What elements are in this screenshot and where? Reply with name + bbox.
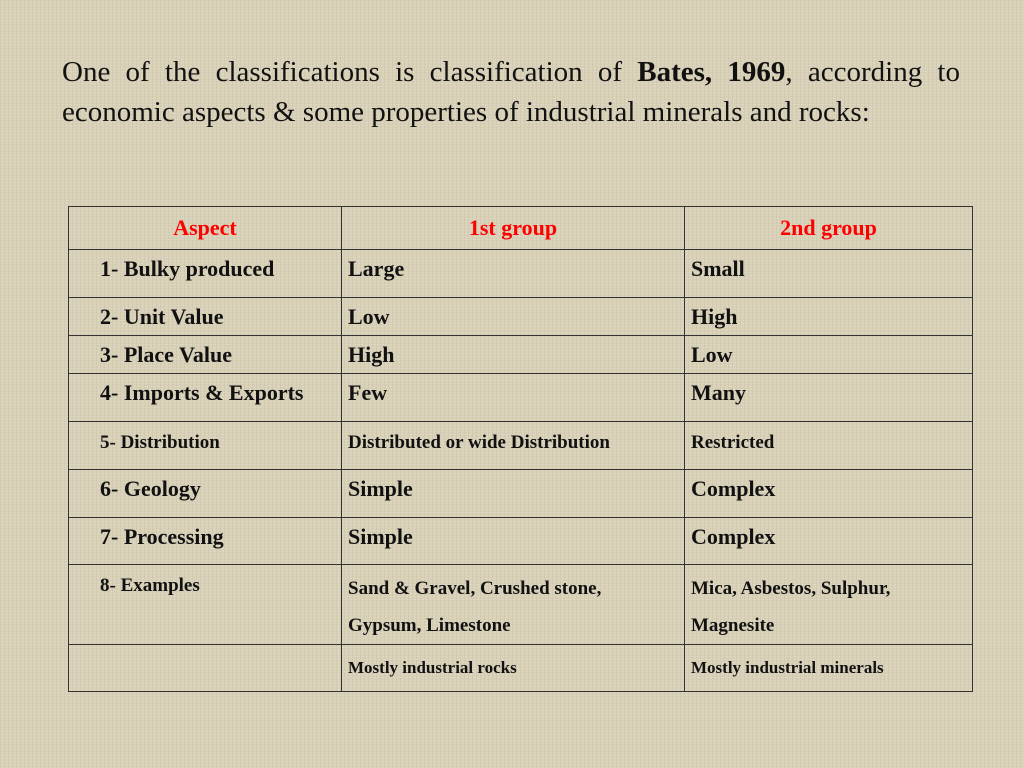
intro-paragraph — [62, 52, 960, 132]
aspect-cell — [69, 645, 342, 692]
table-row — [69, 470, 973, 518]
header-row — [69, 207, 973, 250]
first-group-cell: High — [342, 336, 685, 374]
aspect-cell: 5- Distribution — [69, 422, 342, 470]
aspect-cell: 7- Processing — [69, 518, 342, 565]
header-first-group: 1st group — [342, 207, 685, 250]
second-group-cell: High — [685, 298, 973, 336]
header-second-group: 2nd group — [685, 207, 973, 250]
table-row — [69, 374, 973, 422]
second-group-cell: Mostly industrial minerals — [685, 645, 973, 692]
second-group-cell: Complex — [685, 470, 973, 518]
example-line: Gypsum, Limestone — [348, 615, 511, 636]
aspect-cell: 1- Bulky produced — [69, 250, 342, 298]
second-group-cell: Restricted — [685, 422, 973, 470]
first-group-cell: Simple — [342, 470, 685, 518]
aspect-cell: 3- Place Value — [69, 336, 342, 374]
table-row — [69, 645, 973, 692]
first-group-cell: Mostly industrial rocks — [342, 645, 685, 692]
table-row — [69, 518, 973, 565]
intro-text-before: One of the classifications is classification of — [62, 56, 638, 88]
first-group-cell: Large — [342, 250, 685, 298]
table-row — [69, 422, 973, 470]
example-line: Magnesite — [691, 615, 775, 636]
example-line: Mica, Asbestos, Sulphur, — [691, 578, 891, 599]
classification-table — [68, 206, 973, 692]
table-row — [69, 565, 973, 645]
first-group-cell: Simple — [342, 518, 685, 565]
second-group-cell: Small — [685, 250, 973, 298]
aspect-cell: 6- Geology — [69, 470, 342, 518]
first-group-cell: Low — [342, 298, 685, 336]
aspect-cell: 8- Examples — [69, 565, 342, 645]
example-line: Sand & Gravel, Crushed stone, — [348, 578, 602, 599]
table-row — [69, 298, 973, 336]
aspect-cell: 2- Unit Value — [69, 298, 342, 336]
second-group-cell: Many — [685, 374, 973, 422]
aspect-cell: 4- Imports & Exports — [69, 374, 342, 422]
second-group-cell: Low — [685, 336, 973, 374]
intro-text-after: , according to economic aspects & some properties of industrial minerals and rocks: — [62, 56, 960, 128]
table-row — [69, 250, 973, 298]
first-group-cell: Distributed or wide Distribution — [342, 422, 685, 470]
header-aspect: Aspect — [69, 207, 342, 250]
first-group-cell: Few — [342, 374, 685, 422]
intro-citation: Bates, 1969 — [637, 56, 786, 88]
second-group-cell: Complex — [685, 518, 973, 565]
first-group-cell — [342, 565, 685, 645]
table-row — [69, 336, 973, 374]
second-group-cell — [685, 565, 973, 645]
